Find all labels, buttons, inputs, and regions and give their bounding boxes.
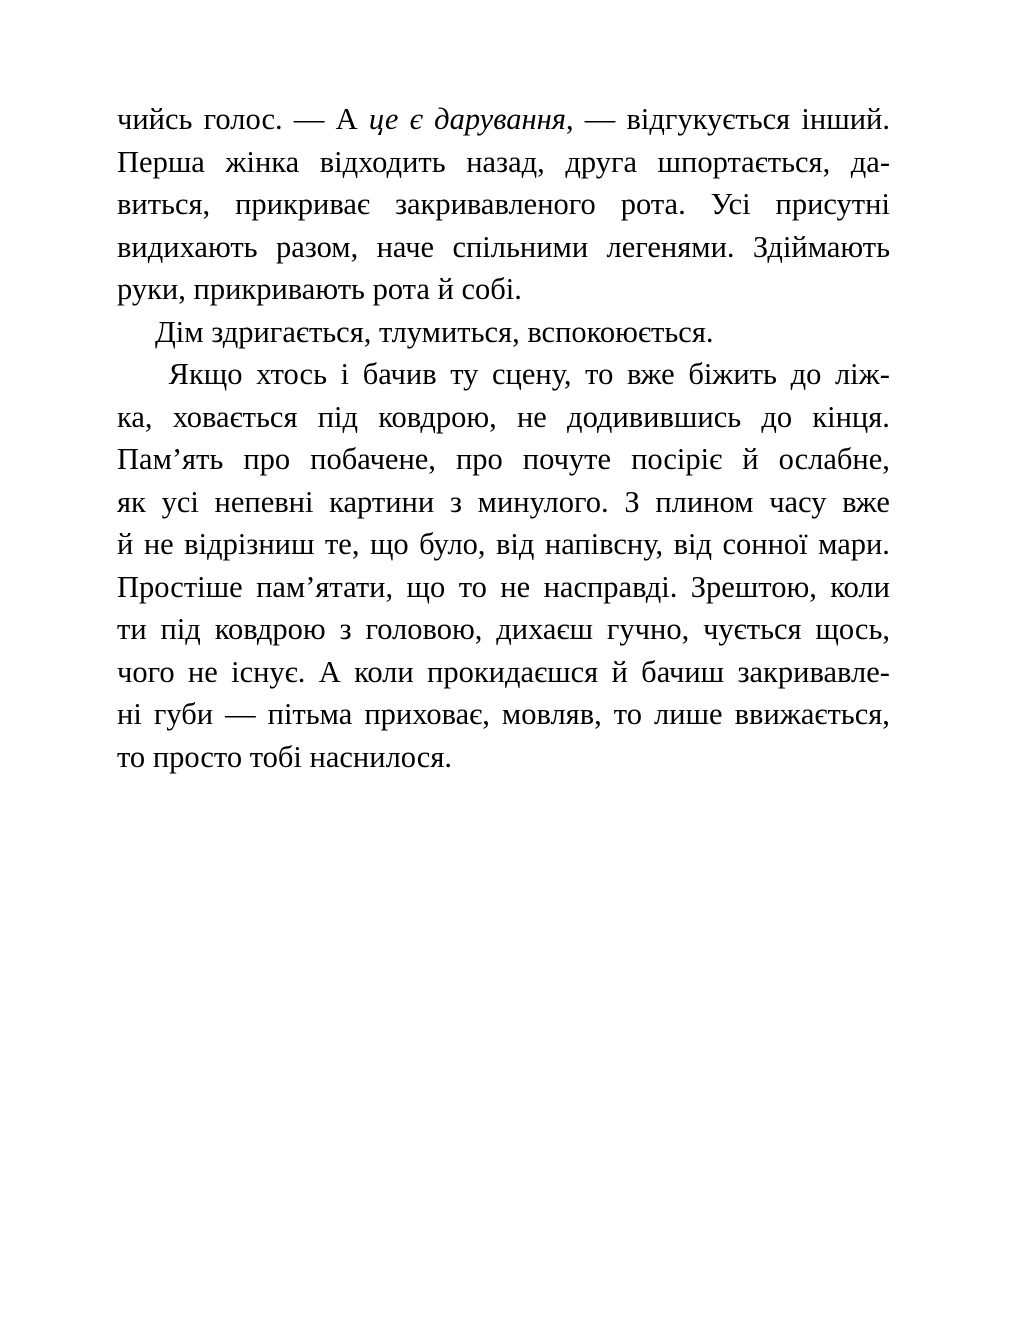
word: прикривають	[193, 272, 365, 306]
word-part: коли	[354, 654, 414, 689]
word-part: насправді.	[543, 569, 678, 604]
word	[354, 651, 414, 694]
word	[144, 523, 174, 566]
word-part: під	[160, 612, 201, 646]
word-part: ковдрою	[214, 612, 326, 646]
word-part: напівсну,	[544, 527, 664, 561]
word-part: бачив	[362, 357, 437, 391]
word-part: Зрештою,	[690, 569, 817, 604]
word-part: виться,	[117, 187, 211, 221]
word-part: ввижається,	[734, 697, 890, 731]
text-line	[117, 353, 890, 396]
word	[369, 98, 399, 141]
word	[117, 141, 205, 184]
word	[523, 438, 611, 481]
word	[815, 608, 890, 651]
word	[329, 481, 434, 524]
word-part: побачене,	[310, 442, 436, 476]
word-part: й	[742, 442, 759, 476]
word-part: прикриває	[235, 187, 371, 221]
word-part: ліж-	[834, 357, 890, 391]
word: Дім	[155, 314, 204, 349]
word: здригається,	[211, 314, 372, 349]
word: тобі	[249, 739, 302, 774]
word-space	[186, 272, 194, 306]
text-line	[117, 608, 890, 651]
word-part: ти	[117, 612, 147, 646]
word-part: вже	[626, 357, 675, 391]
word	[621, 183, 686, 226]
word-part: не	[143, 527, 174, 561]
word	[761, 396, 792, 439]
word	[117, 183, 210, 226]
word-part: Здіймають	[752, 229, 890, 264]
word	[319, 651, 341, 694]
word	[688, 353, 777, 396]
word	[117, 693, 142, 736]
word	[365, 608, 482, 651]
word	[256, 353, 327, 396]
word	[842, 481, 890, 524]
word	[370, 523, 409, 566]
word-part: видихають	[117, 229, 258, 264]
word-part: мари.	[818, 527, 890, 561]
word-part: біжить	[688, 357, 777, 391]
word	[395, 183, 596, 226]
word	[459, 566, 487, 609]
word-part: присутні	[775, 187, 890, 221]
word	[753, 226, 890, 269]
word-part: пітьма	[267, 697, 353, 731]
word	[655, 481, 753, 524]
word	[674, 523, 712, 566]
word-part: рота.	[620, 187, 686, 221]
word-part: чується	[703, 612, 802, 646]
word-part: приховає,	[364, 697, 490, 731]
word	[658, 141, 831, 184]
word	[294, 98, 325, 141]
word	[235, 183, 370, 226]
word	[215, 608, 326, 651]
word-part: закривавле-	[737, 654, 890, 689]
text-line	[117, 566, 890, 609]
word-part: вже	[842, 484, 890, 519]
word-part: ка,	[117, 399, 153, 434]
word	[318, 396, 358, 439]
word	[377, 226, 435, 269]
word-part: є	[409, 102, 423, 136]
word-part: губи	[153, 697, 214, 731]
word	[325, 523, 360, 566]
word	[711, 183, 751, 226]
word	[496, 608, 593, 651]
text-line	[117, 736, 890, 779]
word-part: від	[673, 527, 712, 561]
word-part: лише	[654, 697, 723, 731]
word	[340, 608, 352, 651]
word	[567, 396, 741, 439]
word	[466, 141, 545, 184]
word	[204, 98, 283, 141]
word-part: пам’ятати,	[256, 569, 394, 604]
word-part: кінця.	[812, 399, 890, 434]
word	[215, 481, 314, 524]
word-part: гучно,	[606, 612, 690, 646]
word	[310, 438, 436, 481]
word	[184, 523, 314, 566]
word-part: дарування	[434, 102, 566, 136]
word-part: шпортається,	[657, 144, 831, 179]
word-part: ховається	[172, 399, 298, 434]
word-part: було,	[419, 527, 486, 561]
text-line	[117, 141, 890, 184]
word-part: сонної	[722, 527, 808, 561]
word-part: ні	[117, 697, 142, 731]
word-part: —	[293, 102, 325, 136]
word	[407, 566, 446, 609]
word-part: від	[496, 527, 535, 561]
word	[169, 353, 243, 396]
word-part: не	[516, 399, 547, 434]
word: то	[117, 739, 146, 774]
word-space	[454, 272, 462, 306]
word-part: минулого.	[477, 484, 609, 519]
word	[117, 523, 133, 566]
word-part: з	[339, 612, 352, 646]
word-space	[302, 740, 310, 774]
word-part: про	[243, 442, 291, 476]
word-part: усі	[161, 484, 199, 519]
word	[791, 353, 822, 396]
word	[117, 566, 243, 609]
word: тлумиться,	[379, 314, 520, 349]
word-part: дихаєш	[496, 612, 594, 646]
word	[830, 566, 890, 609]
word	[585, 353, 613, 396]
word-part: головою,	[365, 612, 483, 646]
word	[117, 651, 175, 694]
word-part: відрізниш	[184, 527, 315, 561]
word-part: легенями.	[606, 229, 735, 264]
word	[735, 693, 890, 736]
word	[545, 523, 663, 566]
word	[117, 608, 147, 651]
word	[225, 693, 256, 736]
text-line	[117, 396, 890, 439]
word	[434, 98, 573, 141]
word	[502, 693, 602, 736]
word-space	[371, 315, 379, 349]
word	[631, 438, 722, 481]
word	[624, 481, 639, 524]
word	[450, 353, 478, 396]
text-line	[117, 268, 890, 311]
word	[341, 353, 349, 396]
word	[851, 141, 890, 184]
word	[776, 183, 890, 226]
word	[612, 651, 628, 694]
word	[478, 481, 609, 524]
word-part: про	[455, 442, 503, 476]
word	[320, 141, 446, 184]
word	[117, 396, 153, 439]
word-part: назад,	[466, 144, 545, 179]
word	[812, 396, 890, 439]
word	[162, 481, 199, 524]
text-line	[117, 651, 890, 694]
word	[117, 98, 192, 141]
word-part: як	[117, 484, 146, 519]
word	[627, 353, 675, 396]
word	[161, 608, 201, 651]
word	[722, 523, 807, 566]
word-part: з	[449, 484, 462, 519]
word	[737, 651, 889, 694]
text-line	[117, 98, 890, 141]
word	[703, 608, 802, 651]
word-part: чийсь	[117, 102, 193, 136]
word-part: посіріє	[631, 442, 723, 476]
text-line	[117, 481, 890, 524]
word	[117, 481, 146, 524]
word-part: це	[368, 102, 399, 136]
word	[336, 98, 358, 141]
word	[614, 693, 642, 736]
word-part: прокидаєшся	[427, 654, 599, 689]
word	[585, 98, 616, 141]
word-part: й	[117, 527, 134, 561]
word-space	[365, 272, 373, 306]
word: просто	[152, 739, 243, 774]
text-line	[117, 693, 890, 736]
word	[117, 438, 223, 481]
word	[641, 651, 724, 694]
word	[801, 98, 890, 141]
word	[378, 396, 497, 439]
word-part: то	[613, 697, 642, 731]
word-part: разом,	[275, 229, 359, 264]
word-part: відгукується	[626, 102, 791, 136]
word	[231, 651, 305, 694]
word-part: Простіше	[117, 569, 243, 604]
word-part: до	[790, 357, 822, 391]
word	[691, 566, 817, 609]
word-part: Пам’ять	[117, 442, 224, 476]
word-part: що	[406, 569, 446, 604]
word: собі.	[461, 272, 522, 306]
word-part: З	[624, 484, 640, 519]
word	[654, 693, 723, 736]
word-part: бачиш	[641, 654, 725, 689]
word	[243, 438, 290, 481]
word	[565, 141, 637, 184]
word: руки,	[117, 272, 186, 306]
word	[500, 566, 530, 609]
word	[769, 481, 826, 524]
word-part: коли	[830, 569, 890, 604]
paragraph-indent	[117, 353, 155, 396]
word-part: сцену,	[492, 357, 572, 391]
word-part: Усі	[710, 187, 751, 221]
word	[268, 693, 353, 736]
word	[450, 481, 462, 524]
word-part: чого	[117, 654, 175, 689]
word-space	[430, 272, 438, 306]
word	[607, 608, 689, 651]
word-part: картини	[329, 484, 435, 519]
word-part: щось,	[815, 612, 890, 646]
word	[544, 566, 678, 609]
word-part: ковдрою,	[378, 399, 497, 434]
word-part: мовляв,	[501, 697, 602, 731]
text-line	[117, 226, 890, 269]
word	[419, 523, 485, 566]
word-part: то	[585, 357, 614, 391]
page-text-block	[117, 98, 890, 778]
word	[117, 226, 258, 269]
word-part: часу	[769, 484, 827, 519]
word	[276, 226, 358, 269]
word-part: закривавленого	[394, 187, 596, 221]
word	[188, 651, 218, 694]
word-space	[145, 740, 153, 774]
word-part: непевні	[214, 484, 314, 519]
word-part: почуте	[522, 442, 612, 476]
word-part: —	[225, 697, 256, 731]
word	[173, 396, 298, 439]
word-part: додивившись	[567, 399, 742, 434]
word-part: Якщо	[168, 357, 243, 391]
word-part: те,	[324, 527, 360, 561]
word	[452, 226, 588, 269]
word-part: хтось	[256, 357, 327, 391]
word	[607, 226, 735, 269]
word-part: друга	[565, 144, 637, 179]
word	[456, 438, 503, 481]
word	[427, 651, 598, 694]
word-part: да-	[850, 144, 890, 179]
word-part: плином	[655, 484, 754, 519]
word-part: й	[611, 654, 628, 689]
word-part: і	[340, 357, 350, 391]
word	[225, 141, 299, 184]
word-part: наче	[376, 229, 435, 264]
word	[627, 98, 791, 141]
word-part: то	[458, 569, 487, 604]
text-line	[117, 311, 890, 354]
word-part: ,	[565, 102, 574, 136]
word: й	[437, 272, 454, 306]
word	[779, 438, 890, 481]
word-part: що	[369, 527, 409, 561]
word	[256, 566, 393, 609]
word-part: спільними	[452, 229, 589, 264]
word: наснилося.	[309, 739, 452, 774]
word-part: ту	[450, 357, 479, 391]
word	[154, 693, 213, 736]
word-part: інший.	[801, 102, 890, 136]
word	[517, 396, 547, 439]
word-part: ослабне,	[778, 442, 890, 476]
word	[818, 523, 890, 566]
word-part: голос.	[203, 102, 283, 136]
word	[835, 353, 890, 396]
word-part: А	[318, 654, 341, 689]
word-part: жінка	[225, 144, 300, 179]
text-line	[117, 523, 890, 566]
word	[492, 353, 572, 396]
word-part: не	[500, 569, 531, 604]
word-part: Перша	[117, 144, 205, 179]
word-part: існує.	[231, 654, 306, 689]
word: рота	[372, 272, 430, 306]
word-part: під	[317, 399, 359, 434]
text-line	[117, 183, 890, 226]
word-part: до	[761, 399, 793, 434]
word	[496, 523, 534, 566]
word-part: А	[335, 102, 358, 136]
word	[742, 438, 758, 481]
word-part: не	[187, 654, 218, 689]
word-space	[242, 740, 250, 774]
word-part: —	[584, 102, 616, 136]
word	[410, 98, 423, 141]
word	[364, 693, 490, 736]
word	[363, 353, 437, 396]
word: вспокоюється.	[527, 314, 714, 349]
word-part: відходить	[319, 144, 446, 179]
text-line	[117, 438, 890, 481]
